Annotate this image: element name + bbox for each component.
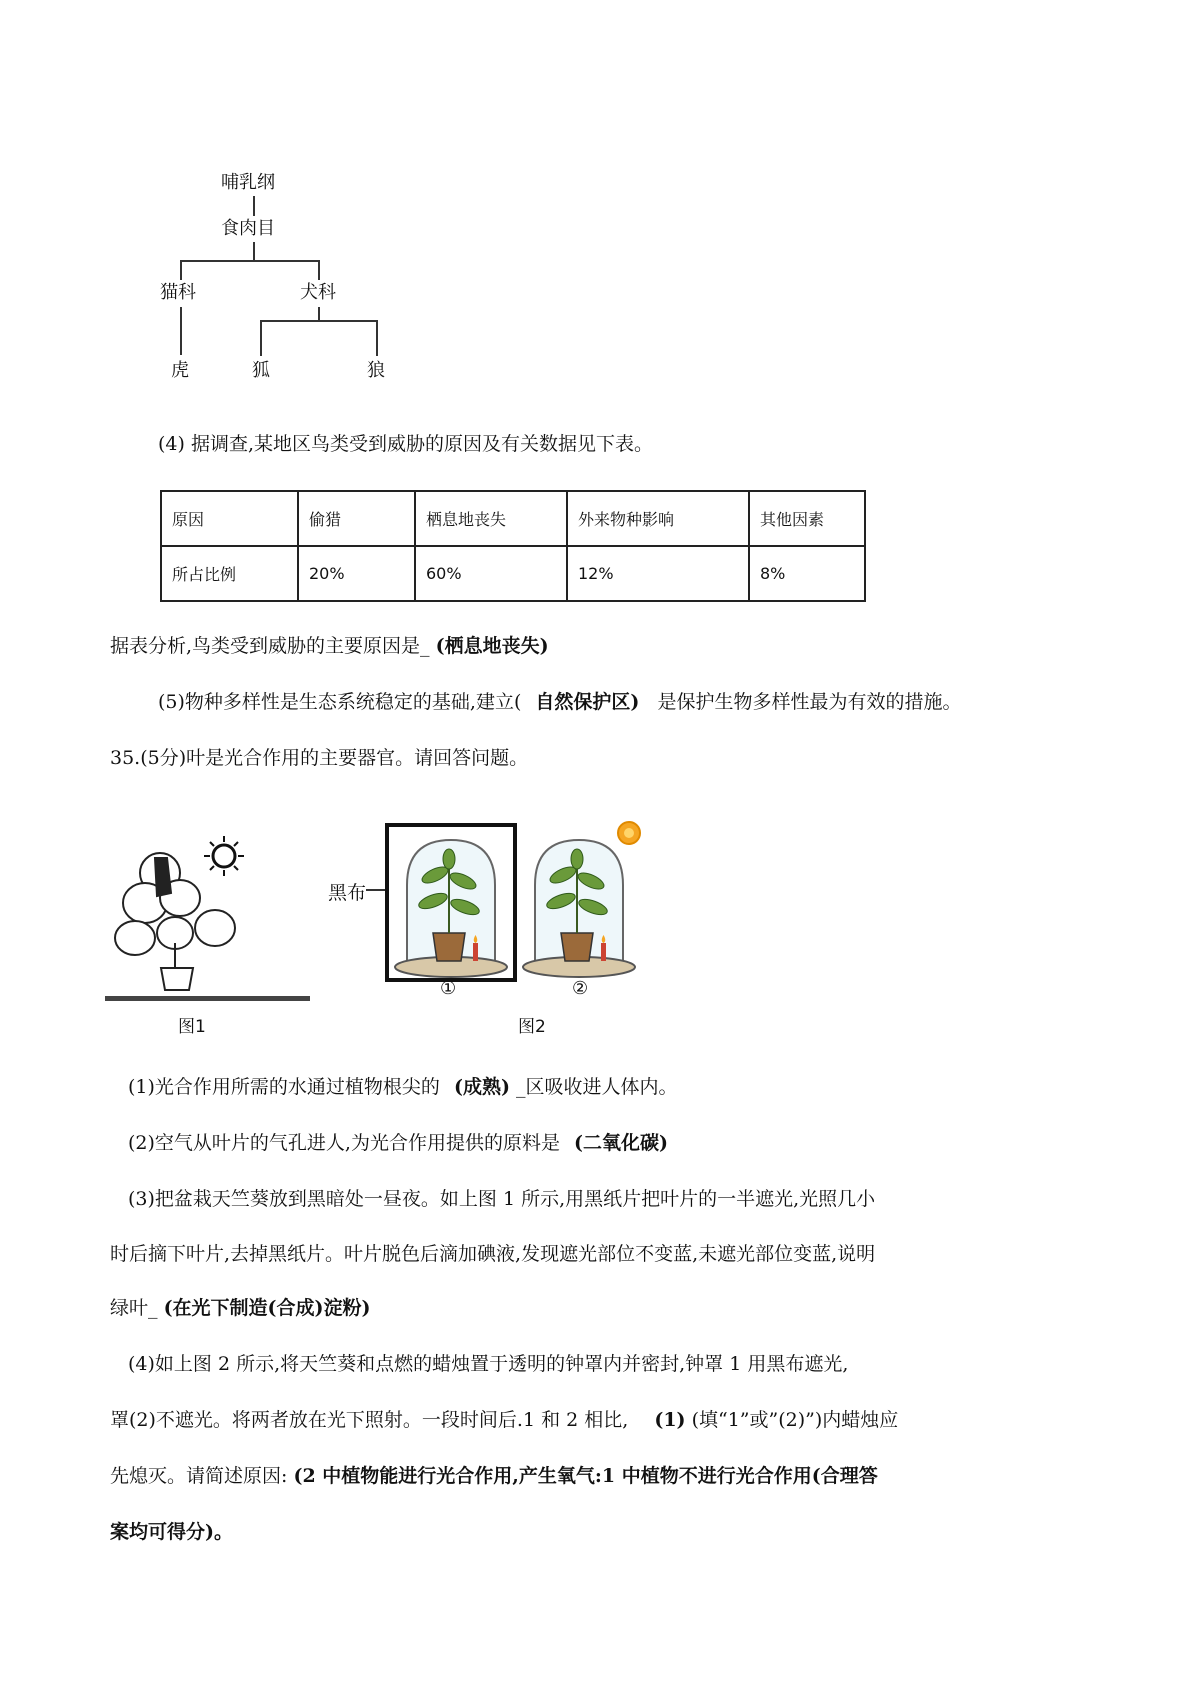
sun-icon	[204, 836, 244, 876]
figure-1-caption: 图1	[178, 1017, 206, 1037]
tree-connector	[253, 242, 255, 261]
question-text: 据表分析,鸟类受到威胁的主要原因是_	[110, 635, 430, 657]
tree-node-carnivora: 食肉目	[221, 218, 275, 239]
answer-text: (栖息地丧失)	[435, 635, 549, 657]
figure-1-illustration	[105, 818, 315, 1018]
question-text: (5)物种多样性是生态系统稳定的基础,建立(	[158, 691, 522, 713]
flower-pot-icon	[561, 933, 593, 961]
flower-pot-icon	[433, 933, 465, 961]
question-35-part-3-line-3	[110, 1296, 371, 1320]
tree-connector	[180, 260, 320, 262]
tree-node-wolf: 狼	[367, 360, 385, 381]
tree-node-tiger: 虎	[171, 360, 189, 381]
tree-connector	[260, 320, 378, 322]
table-cell: 20%	[298, 546, 415, 601]
question-35-part-4-line-3	[110, 1464, 878, 1488]
question-4-intro: (4) 据调查,某地区鸟类受到威胁的原因及有关数据见下表。	[158, 433, 653, 455]
sun-icon	[618, 822, 640, 844]
bell-jar-1	[395, 840, 507, 977]
question-35-part-3-line-2: 时后摘下叶片,去掉黑纸片。叶片脱色后滴加碘液,发现遮光部位不变蓝,未遮光部位变蓝,说明	[110, 1243, 876, 1265]
jar-1-marker: ①	[440, 978, 457, 999]
jar-2-marker: ②	[572, 978, 589, 999]
potted-plant-icon	[115, 853, 235, 990]
question-35-part-4-line-4: 案均可得分)。	[110, 1521, 233, 1543]
tree-connector	[180, 307, 182, 355]
bird-threat-table	[160, 490, 866, 602]
tree-node-fox: 狐	[252, 360, 270, 381]
question-35-title: 35.(5分)叶是光合作用的主要器官。请回答问题。	[110, 747, 529, 769]
question-text: 是保护生物多样性最为有效的措施。	[657, 691, 962, 713]
question-35-part-4-line-1: (4)如上图 2 所示,将天竺葵和点燃的蜡烛置于透明的钟罩内并密封,钟罩 1 用黑布遮光,	[128, 1353, 849, 1375]
question-text: _区吸收进人体内。	[516, 1076, 678, 1098]
tree-connector	[318, 307, 320, 321]
table-header-cell: 偷猎	[298, 491, 415, 546]
answer-text: (成熟)	[453, 1076, 510, 1098]
tree-connector	[376, 320, 378, 356]
question-35-part-2	[128, 1131, 668, 1155]
tree-connector	[318, 260, 320, 280]
answer-text: (2 中植物能进行光合作用,产生氧气:1 中植物不进行光合作用(合理答	[293, 1465, 878, 1487]
question-text: 绿叶_	[110, 1297, 158, 1319]
tree-node-mammalia: 哺乳纲	[221, 172, 275, 193]
question-text: 先熄灭。请简述原因:	[110, 1465, 288, 1487]
answer-text: (1)	[654, 1409, 686, 1431]
table-cell: 60%	[415, 546, 567, 601]
answer-text: (二氧化碳)	[574, 1132, 668, 1154]
black-cloth-label: 黑布	[328, 882, 367, 904]
question-4-analysis	[110, 634, 549, 658]
table-cell: 12%	[567, 546, 749, 601]
question-35-part-4-line-2	[110, 1408, 898, 1432]
question-35-part-3-line-1: (3)把盆栽天竺葵放到黑暗处一昼夜。如上图 1 所示,用黑纸片把叶片的一半遮光,光照几小	[128, 1188, 876, 1210]
question-text: (填“1”或”(2)”)内蜡烛应	[691, 1409, 899, 1431]
tree-node-felidae: 猫科	[160, 282, 196, 303]
figure-2-illustration	[385, 815, 645, 1005]
table-cell: 所占比例	[161, 546, 298, 601]
table-header-cell: 原因	[161, 491, 298, 546]
question-5	[158, 690, 961, 714]
tree-connector	[260, 320, 262, 356]
table-header-cell: 外来物种影响	[567, 491, 749, 546]
question-text: (2)空气从叶片的气孔进人,为光合作用提供的原料是	[128, 1132, 560, 1154]
tree-node-canidae: 犬科	[300, 282, 336, 303]
answer-text: 自然保护区)	[535, 691, 640, 713]
table-header-cell: 栖息地丧失	[415, 491, 567, 546]
question-text: 罩(2)不遮光。将两者放在光下照射。一段时间后.1 和 2 相比,	[110, 1409, 629, 1431]
table-row	[161, 546, 865, 601]
table-cell: 8%	[749, 546, 865, 601]
answer-text: (在光下制造(合成)淀粉)	[163, 1297, 371, 1319]
table-header-cell: 其他因素	[749, 491, 865, 546]
table-surface	[105, 996, 310, 1001]
tree-connector	[180, 260, 182, 280]
tree-connector	[253, 196, 255, 216]
question-text: (1)光合作用所需的水通过植物根尖的	[128, 1076, 440, 1098]
figure-2-caption: 图2	[518, 1017, 546, 1037]
bell-jar-2	[523, 840, 635, 977]
question-35-part-1	[128, 1075, 678, 1099]
table-row	[161, 491, 865, 546]
